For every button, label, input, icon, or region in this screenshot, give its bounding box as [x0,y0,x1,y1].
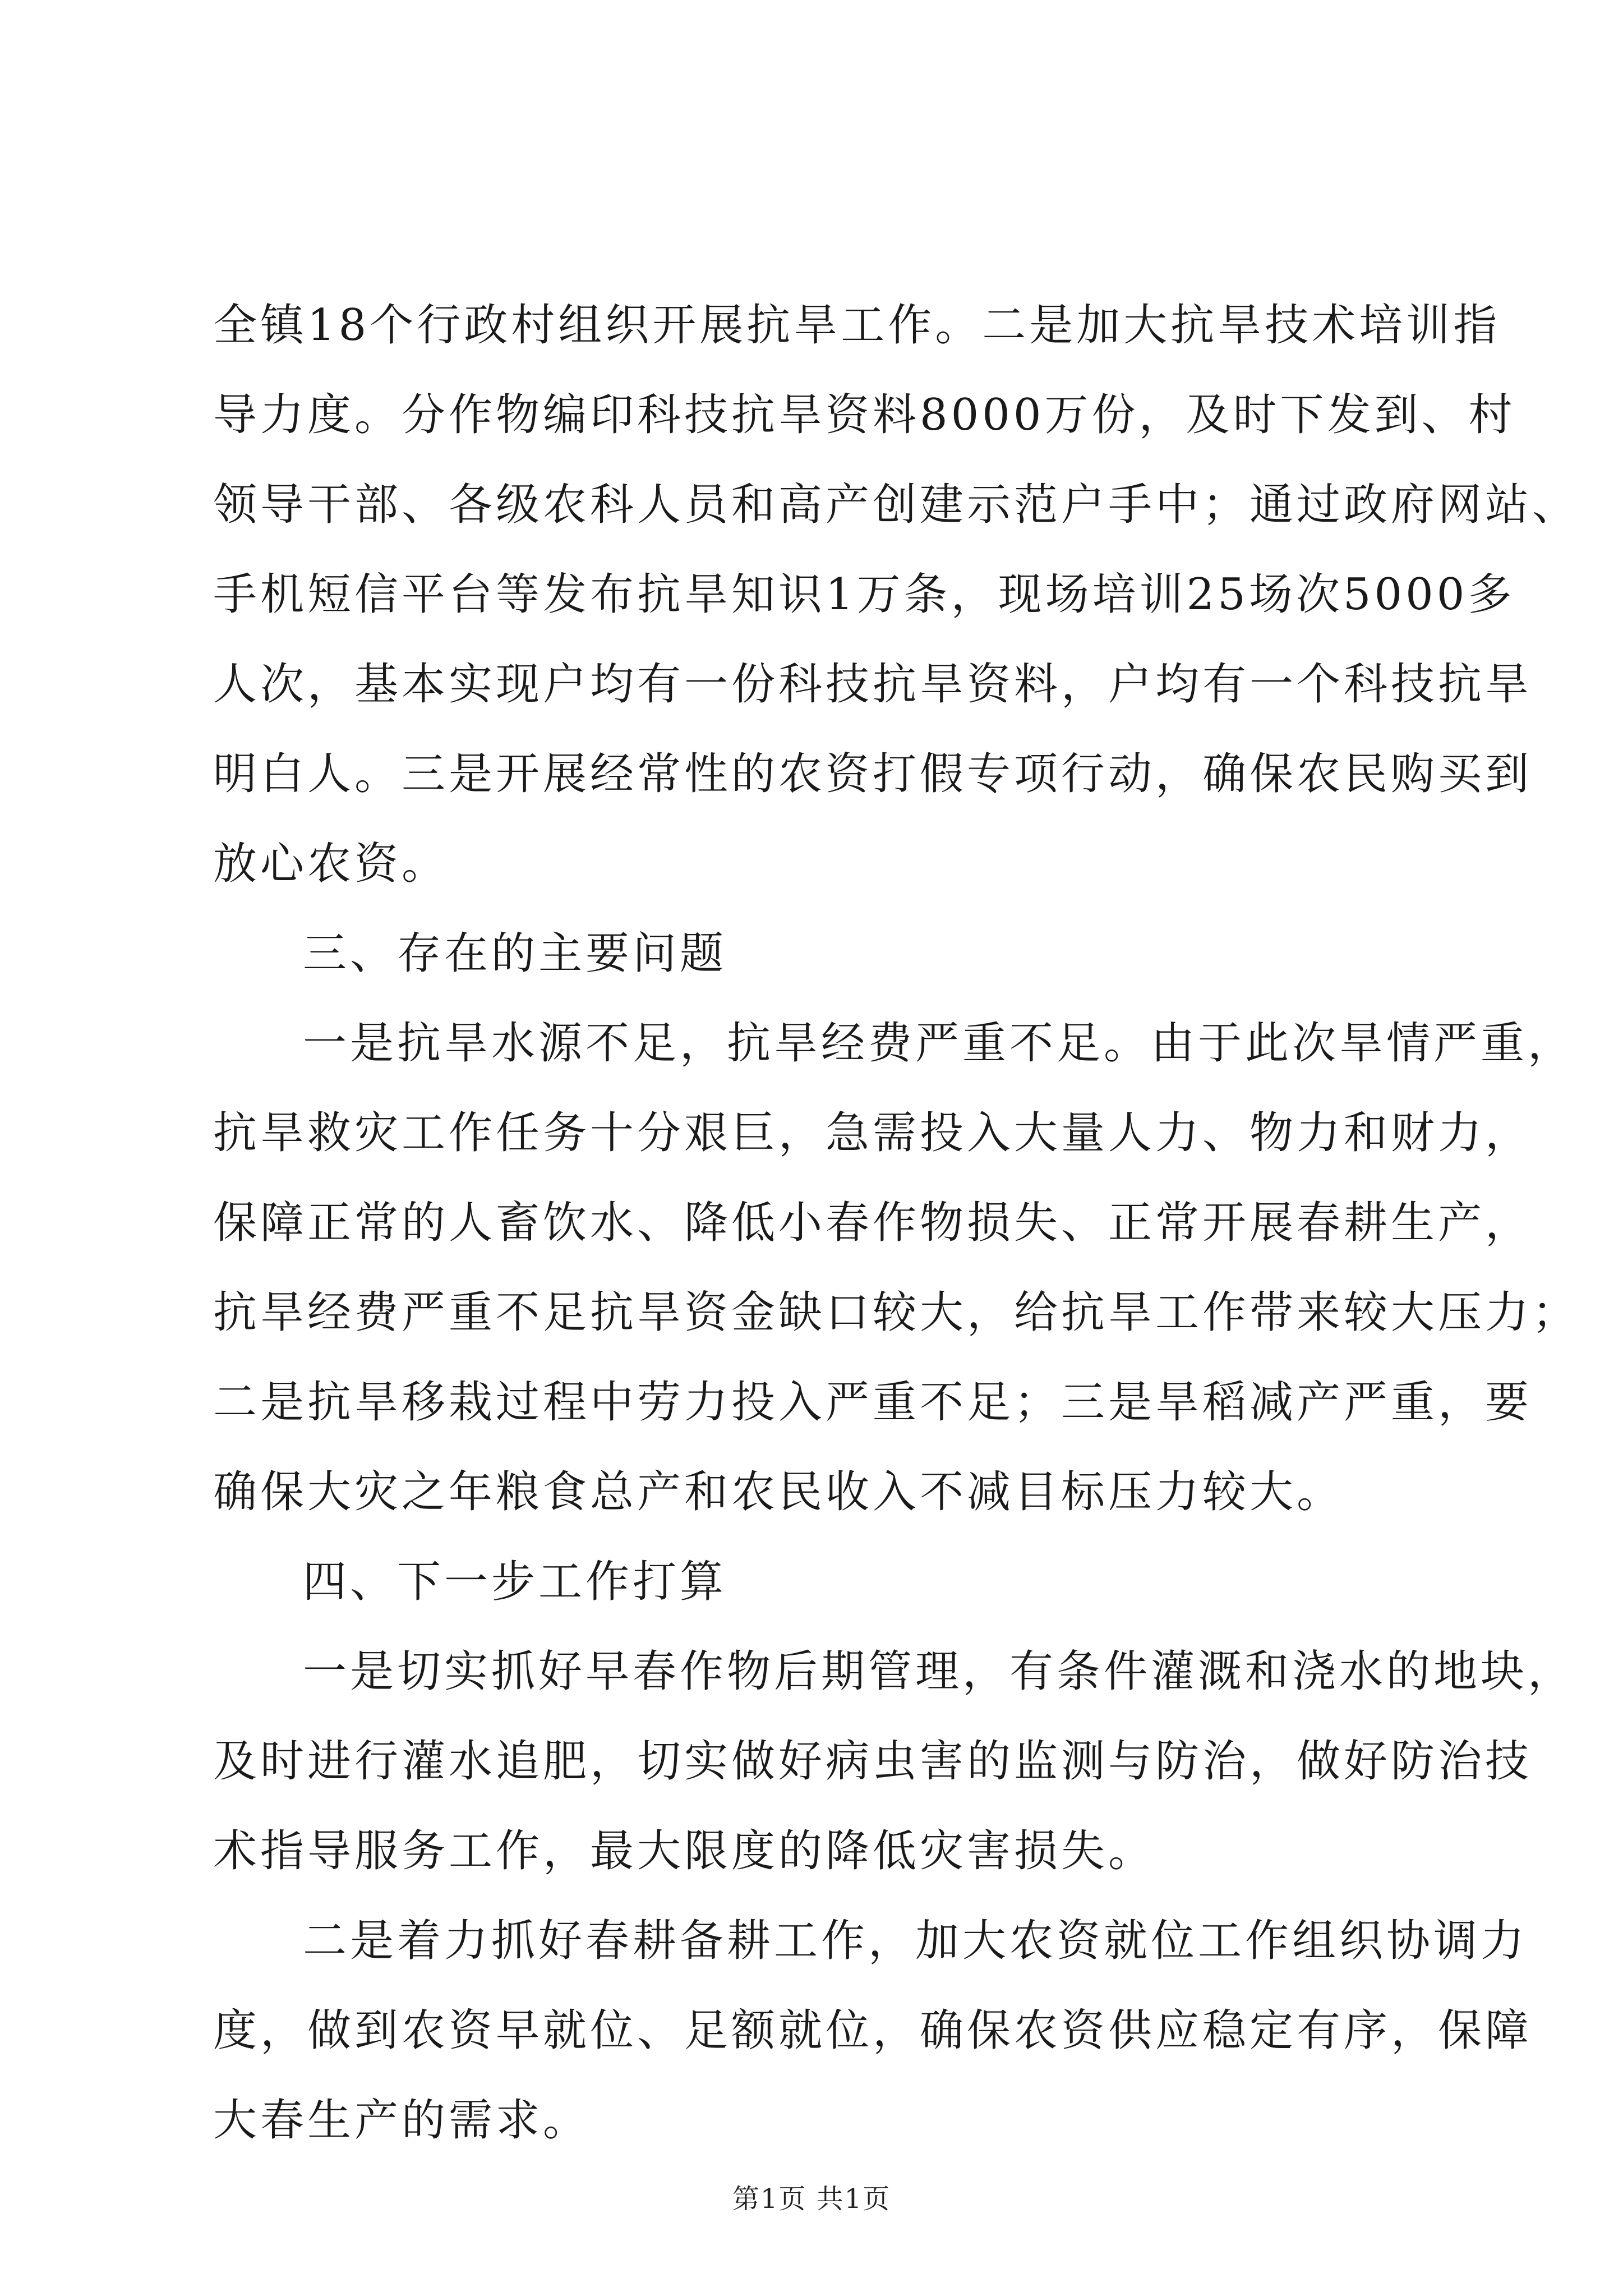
text-line: 大春生产的需求。 [213,2095,591,2146]
text-line: 二是抗旱移栽过程中劳力投入严重不足；三是旱稻减产严重，要 [213,1377,1533,1428]
text-line: 一是切实抓好早春作物后期管理，有条件灌溉和浇水的地块， [303,1646,1575,1697]
text-line: 抗旱经费严重不足抗旱资金缺口较大，给抗旱工作带来较大压力； [213,1287,1580,1338]
text-line: 保障正常的人畜饮水、降低小春作物损失、正常开展春耕生产， [213,1198,1533,1248]
text-line: 明白人。三是开展经常性的农资打假专项行动，确保农民购买到 [213,749,1533,799]
page-footer: 第1页 共1页 [732,2183,891,2215]
text-line: 及时进行灌水追肥，切实做好病虫害的监测与防治，做好防治技 [213,1736,1533,1787]
section-heading: 四、下一步工作打算 [303,1557,727,1607]
text-line: 放心农资。 [213,839,449,889]
text-line: 领导干部、各级农科人员和高产创建示范户手中；通过政府网站、 [213,480,1580,530]
text-line: 确保大灾之年粮食总产和农民收入不减目标压力较大。 [213,1467,1344,1517]
text-line: 术指导服务工作，最大限度的降低灾害损失。 [213,1826,1156,1876]
text-line: 导力度。分作物编印科技抗旱资料8000万份，及时下发到、村 [213,390,1516,440]
text-line: 全镇18个行政村组织开展抗旱工作。二是加大抗旱技术培训指 [213,300,1501,351]
text-line: 二是着力抓好春耕备耕工作，加大农资就位工作组织协调力 [303,1916,1528,1966]
text-line: 度，做到农资早就位、足额就位，确保农资供应稳定有序，保障 [213,2005,1533,2056]
text-line: 人次，基本实现户均有一份科技抗旱资料，户均有一个科技抗旱 [213,659,1533,710]
text-line: 一是抗旱水源不足，抗旱经费严重不足。由于此次旱情严重， [303,1018,1575,1069]
text-line: 手机短信平台等发布抗旱知识1万条，现场培训25场次5000多 [213,569,1515,620]
text-line: 抗旱救灾工作任务十分艰巨，急需投入大量人力、物力和财力， [213,1108,1533,1158]
section-heading: 三、存在的主要问题 [303,928,727,979]
